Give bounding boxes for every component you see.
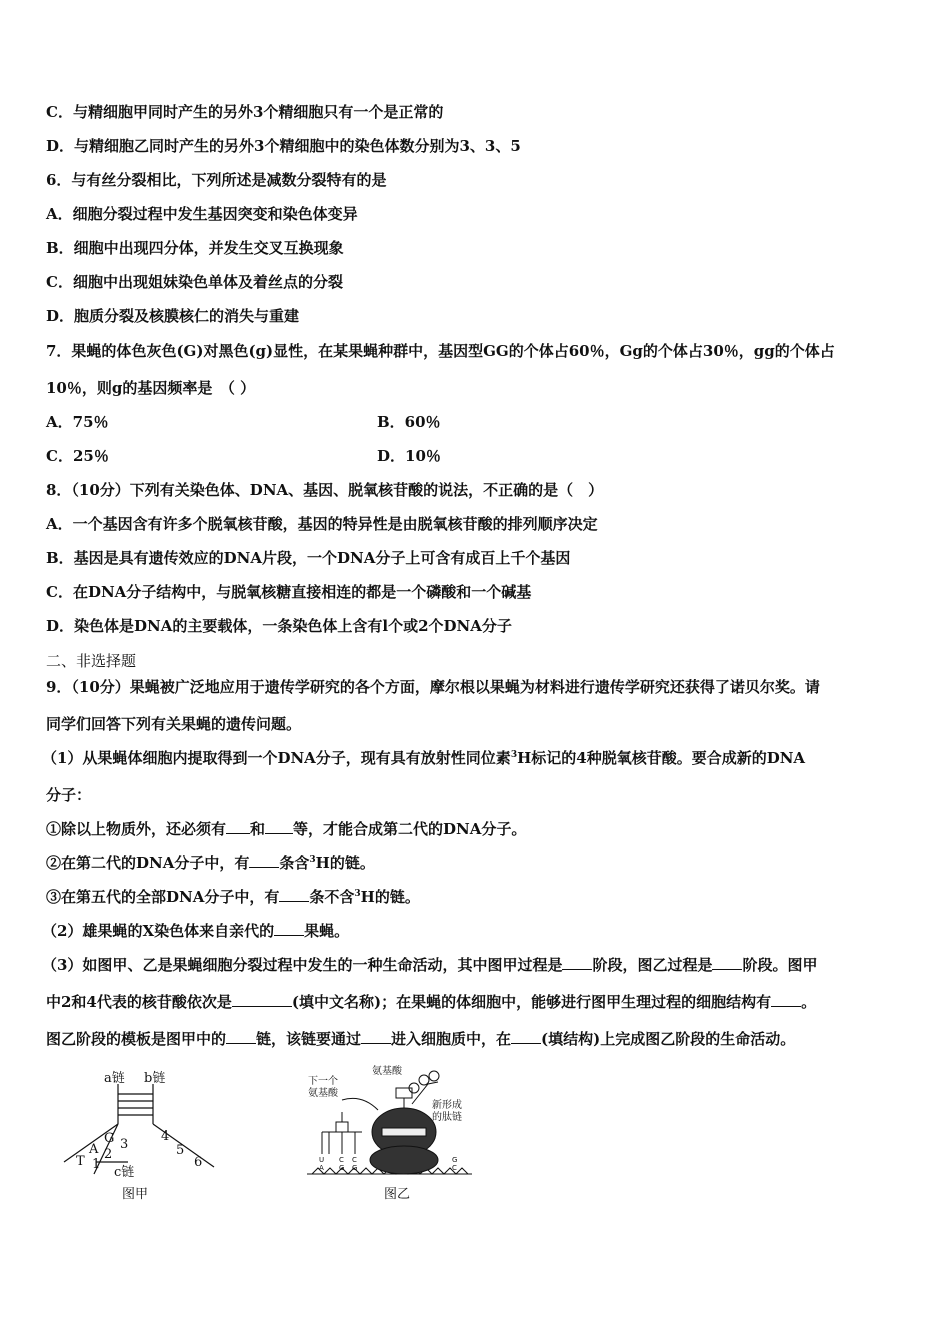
- answer-blank[interactable]: [361, 1029, 391, 1044]
- new-peptide-label-1: 新形成: [432, 1100, 462, 1111]
- q7-option-a: A．75％: [46, 413, 109, 431]
- q9-part3-text-h: 链，该链要通过: [256, 1030, 362, 1048]
- codon-base-u: U: [319, 1156, 325, 1164]
- q9-sub1-text-c: 等，才能合成第二代的DNA分子。: [293, 820, 527, 838]
- q9-part3-text-a: （3）如图甲、乙是果蝇细胞分裂过程中发生的一种生命活动，其中图甲过程是: [42, 956, 563, 974]
- q9-part1-text-b: H标记的4种脱氧核苷酸。要合成新的DNA: [517, 749, 806, 767]
- nucleotide-4: 4: [161, 1129, 170, 1144]
- next-amino-acid-label-2: 氨基酸: [308, 1088, 338, 1099]
- q9-stem-line1: 9．（10分）果蝇被广泛地应用于遗传学研究的各个方面，摩尔根以果蝇为材料进行遗传学研究还获得了诺贝尔奖。请: [46, 678, 820, 696]
- q9-part3-text-b: 阶段，图乙过程是: [592, 956, 713, 974]
- q9-sub2-text-b: 条含: [279, 854, 310, 872]
- q9-part1-text-a: （1）从果蝇体细胞内提取得到一个DNA分子，现有具有放射性同位素: [42, 749, 511, 767]
- q9-part3-line2: [46, 992, 816, 1012]
- q9-part2-text-a: （2）雄果蝇的X染色体来自亲代的: [42, 922, 275, 940]
- answer-blank[interactable]: [226, 1029, 256, 1044]
- q8-option-d: D．染色体是DNA的主要载体，一条染色体上含有l个或2个DNA分子: [46, 617, 512, 635]
- q6-option-b: B．细胞中出现四分体，并发生交叉互换现象: [46, 239, 344, 257]
- q9-sub2: [46, 853, 375, 873]
- answer-blank[interactable]: [712, 955, 742, 970]
- q7-option-b: B．60％: [377, 413, 441, 431]
- codon-base-g3: G: [452, 1156, 458, 1164]
- q7-stem-line1: 7．果蝇的体色灰色(G)对黑色(g)显性，在某果蝇种群中，基因型GG的个体占60％，Gg的个体占30％，gg的个体占: [46, 342, 835, 360]
- q9-sub3-text-a: ③在第五代的全部DNA分子中，有: [46, 888, 280, 906]
- q9-part3-line1: [42, 955, 817, 975]
- q9-sub1: [46, 819, 526, 839]
- q9-sub3-text-b: 条不含: [309, 888, 355, 906]
- q9-sub3: [46, 887, 420, 907]
- nucleotide-2: 2: [104, 1147, 113, 1162]
- amino-acid-label: 氨基酸: [372, 1066, 402, 1077]
- nucleotide-6: 6: [194, 1155, 203, 1170]
- answer-blank[interactable]: [265, 819, 293, 834]
- q9-part3-text-f: 。: [801, 993, 817, 1011]
- base-a: A: [89, 1142, 99, 1157]
- nucleotide-3: 3: [120, 1137, 129, 1152]
- q7-stem-line2: 10％，则g的基因频率是 （ ）: [46, 379, 256, 397]
- codon-base-a: A: [319, 1164, 324, 1172]
- q5-option-c: C．与精细胞甲同时产生的另外3个精细胞只有一个是正常的: [46, 103, 444, 121]
- q9-part3-text-i: 进入细胞质中，在: [391, 1030, 512, 1048]
- q9-part1-line1: [42, 748, 805, 768]
- q7-option-c: C．25％: [46, 447, 109, 465]
- figure-yi-caption: 图乙: [384, 1187, 411, 1202]
- base-g: G: [104, 1131, 115, 1146]
- q8-option-c: C．在DNA分子结构中，与脱氧核糖直接相连的都是一个磷酸和一个碱基: [46, 583, 532, 601]
- figure-jia-dna-fork: [56, 1062, 226, 1204]
- q6-option-c: C．细胞中出现姐妹染色单体及着丝点的分裂: [46, 273, 343, 291]
- q9-sub2-text-a: ②在第二代的DNA分子中，有: [46, 854, 250, 872]
- q9-sub1-text-b: 和: [250, 820, 266, 838]
- q9-sub2-text-c: H的链。: [315, 854, 375, 872]
- q6-stem: 6．与有丝分裂相比，下列所述是减数分裂特有的是: [46, 171, 387, 189]
- q9-part1-line2: 分子：: [46, 786, 92, 804]
- q8-stem: 8．（10分）下列有关染色体、DNA、基因、脱氧核苷酸的说法，不正确的是（ ）: [46, 481, 604, 499]
- answer-blank[interactable]: [771, 992, 801, 1007]
- codon-base-c: C: [339, 1156, 344, 1164]
- strand-a-label: a链: [104, 1071, 125, 1086]
- q5-option-d: D．与精细胞乙同时产生的另外3个精细胞中的染色体数分别为3、3、5: [46, 137, 521, 155]
- answer-blank[interactable]: [562, 955, 592, 970]
- codon-base-g2: G: [352, 1164, 358, 1172]
- base-t: T: [76, 1154, 85, 1169]
- q8-option-b: B．基因是具有遗传效应的DNA片段，一个DNA分子上可含有成百上千个基因: [46, 549, 571, 567]
- q7-option-d: D．10％: [377, 447, 441, 465]
- q9-part3-line3: [46, 1029, 795, 1049]
- answer-blank[interactable]: [274, 921, 304, 936]
- q9-part1-sup: 3: [510, 750, 518, 760]
- nucleotide-5: 5: [176, 1143, 185, 1158]
- codon-base-g: G: [339, 1164, 345, 1172]
- new-peptide-label-2: 的肽链: [432, 1112, 462, 1123]
- q8-option-a: A．一个基因含有许多个脱氧核苷酸，基因的特异性是由脱氧核苷酸的排列顺序决定: [46, 515, 598, 533]
- codon-base-c2: C: [352, 1156, 357, 1164]
- next-amino-acid-label-1: 下一个: [308, 1076, 338, 1087]
- q9-part3-text-j: (填结构)上完成图乙阶段的生命活动。: [541, 1030, 796, 1048]
- q9-part2-text-b: 果蝇。: [304, 922, 350, 940]
- q9-part3-text-d: 中2和4代表的核苷酸依次是: [46, 993, 232, 1011]
- strand-c-label: c链: [114, 1165, 135, 1180]
- q9-part3-text-c: 阶段。图甲: [742, 956, 818, 974]
- q6-option-a: A．细胞分裂过程中发生基因突变和染色体变异: [46, 205, 358, 223]
- answer-blank[interactable]: [279, 887, 309, 902]
- nucleotide-1: 1: [92, 1157, 101, 1172]
- answer-blank[interactable]: [232, 992, 292, 1007]
- q9-part3-text-e: (填中文名称)；在果蝇的体细胞中，能够进行图甲生理过程的细胞结构有: [291, 993, 772, 1011]
- q9-part2: [42, 921, 349, 941]
- figure-jia-caption: 图甲: [122, 1187, 149, 1202]
- q9-stem-line2: 同学们回答下列有关果蝇的遗传问题。: [46, 715, 302, 733]
- answer-blank[interactable]: [226, 819, 250, 834]
- figure-yi-translation: [302, 1062, 478, 1204]
- strand-b-label: b链: [144, 1071, 166, 1086]
- q6-option-d: D．胞质分裂及核膜核仁的消失与重建: [46, 307, 300, 325]
- section-2-heading: 二、非选择题: [46, 652, 137, 670]
- answer-blank[interactable]: [249, 853, 279, 868]
- q9-part3-text-g: 图乙阶段的模板是图甲中的: [46, 1030, 227, 1048]
- q9-sub2-sup: 3: [309, 855, 316, 865]
- codon-base-c3: C: [452, 1164, 457, 1172]
- q9-sub3-text-c: H的链。: [360, 888, 420, 906]
- q9-sub3-sup: 3: [354, 889, 361, 899]
- answer-blank[interactable]: [511, 1029, 541, 1044]
- q9-sub1-text-a: ①除以上物质外，还必须有: [46, 820, 227, 838]
